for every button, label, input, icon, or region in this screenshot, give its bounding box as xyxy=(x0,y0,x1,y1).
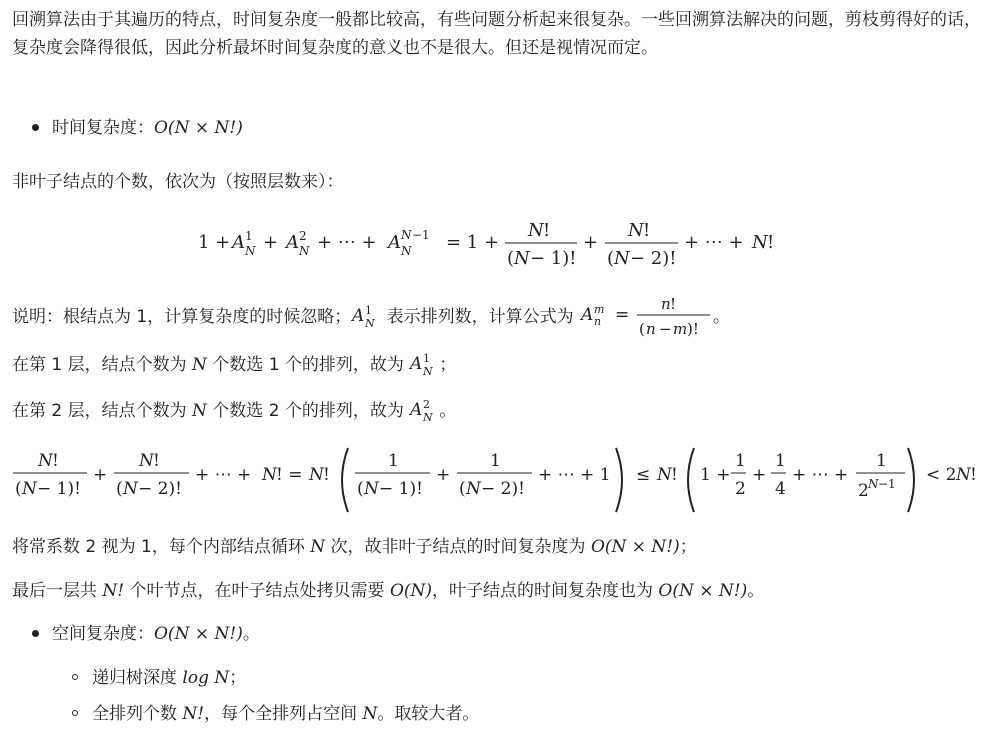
const-note-paragraph xyxy=(12,533,986,561)
leaf-note-math: O(N × N!) xyxy=(658,581,748,601)
sub-bullet-depth xyxy=(92,664,246,692)
svg-text:N: N xyxy=(628,220,644,241)
depth-prefix: 递归树深度 xyxy=(92,668,183,688)
leaf-note-prefix: 最后一层共 xyxy=(12,581,103,601)
svg-text:(: ( xyxy=(357,479,364,499)
svg-text:+ ⋯ +: + ⋯ + xyxy=(317,232,377,253)
svg-text:!: ! xyxy=(153,451,160,471)
svg-text:A: A xyxy=(581,305,594,325)
sub-bullet-permutations xyxy=(92,700,479,728)
svg-text:1: 1 xyxy=(876,451,887,471)
svg-text:1 +: 1 + xyxy=(700,465,731,485)
space-complexity-math: O(N × N!) xyxy=(154,624,243,644)
svg-text:A: A xyxy=(410,354,423,374)
svg-text:N: N xyxy=(401,228,412,242)
layer1-middle: 个数选 1 个的排列，故为 xyxy=(206,355,410,375)
svg-text:2: 2 xyxy=(735,479,746,499)
nonleaf-intro xyxy=(12,168,986,196)
svg-text:! =: ! = xyxy=(276,465,303,485)
svg-text:(: ( xyxy=(607,248,615,269)
note-prefix: 说明：根结点为 1，计算复杂度的时候忽略； xyxy=(12,307,352,327)
svg-text:− 1)!: − 1)! xyxy=(37,479,81,499)
layer1-A-symbol xyxy=(409,350,439,378)
note-paragraph xyxy=(12,292,986,340)
svg-text:= 1 +: = 1 + xyxy=(446,232,500,253)
svg-text:!: ! xyxy=(670,295,677,313)
svg-text:N: N xyxy=(123,479,138,499)
hollow-bullet-icon xyxy=(72,710,78,716)
layer2-prefix: 在第 2 层，结点个数为 xyxy=(12,401,193,421)
intro-paragraph xyxy=(12,6,986,62)
leaf-note-nfact: N! xyxy=(102,581,125,601)
svg-text:N: N xyxy=(38,451,53,471)
svg-text:+ ⋯ +: + ⋯ + xyxy=(195,465,252,485)
layer2-paragraph xyxy=(12,396,986,425)
svg-text:m: m xyxy=(673,320,688,338)
svg-text:N: N xyxy=(514,248,530,269)
svg-text:− 2)!: − 2)! xyxy=(630,248,677,269)
time-complexity-bullet xyxy=(52,114,243,142)
hollow-bullet-icon xyxy=(72,674,78,680)
svg-text:+: + xyxy=(263,232,279,253)
svg-text:!: ! xyxy=(52,451,59,471)
depth-suffix: ； xyxy=(229,668,247,688)
intro-text: 回溯算法由于其遍历的特点，时间复杂度一般都比较高，有些问题分析起来很复杂。一些回溯算法解决的问题，剪枝剪得好的话，复杂度会降得很低，因此分析最坏时间复杂度的意义也不是很大。但还是视情况而定。 xyxy=(12,10,981,58)
layer1-N: N xyxy=(192,355,207,375)
const-note-prefix: 将常系数 2 视为 1，每个内部结点循环 xyxy=(12,537,311,557)
svg-text:+: + xyxy=(583,232,599,253)
svg-text:− 1)!: − 1)! xyxy=(530,248,577,269)
leaf-note-middle2: ，叶子结点的时间复杂度也为 xyxy=(432,581,659,601)
svg-text:N: N xyxy=(364,479,379,499)
svg-text:N: N xyxy=(309,465,324,485)
svg-text:m: m xyxy=(594,303,605,316)
space-complexity-bullet xyxy=(52,620,260,648)
svg-text:N: N xyxy=(262,465,277,485)
svg-text:1: 1 xyxy=(245,229,253,243)
svg-text:+: + xyxy=(93,465,108,485)
perm-N: N xyxy=(362,704,378,724)
svg-text:2: 2 xyxy=(423,398,431,411)
svg-text:N: N xyxy=(139,451,154,471)
svg-text:N: N xyxy=(401,244,412,258)
bullet-dot-icon xyxy=(32,124,39,131)
svg-text:2: 2 xyxy=(299,229,307,243)
svg-text:N: N xyxy=(657,465,672,485)
svg-text:1 +: 1 + xyxy=(198,232,231,253)
svg-text:N: N xyxy=(299,244,310,258)
svg-text:+: + xyxy=(436,465,451,485)
svg-text:+ ⋯ + 1: + ⋯ + 1 xyxy=(538,465,611,485)
layer2-suffix: 。 xyxy=(439,401,457,421)
equation-bound xyxy=(0,440,998,520)
note-A-symbol xyxy=(351,302,381,330)
svg-text:4: 4 xyxy=(775,479,786,499)
svg-text:A: A xyxy=(232,232,245,253)
svg-text:N: N xyxy=(956,465,971,485)
svg-text:n: n xyxy=(661,295,671,313)
svg-text:A: A xyxy=(388,232,401,253)
svg-text:1: 1 xyxy=(490,451,501,471)
note-middle: 表示排列数，计算公式为 xyxy=(381,307,580,327)
svg-text:N: N xyxy=(423,411,433,424)
svg-text:(: ( xyxy=(459,479,466,499)
svg-text:!: ! xyxy=(671,465,678,485)
perm-middle: ，每个全排列占空间 xyxy=(204,704,363,724)
svg-text:1: 1 xyxy=(423,352,431,365)
svg-text:N: N xyxy=(614,248,630,269)
svg-text:+: + xyxy=(752,465,767,485)
svg-text:− 1)!: − 1)! xyxy=(379,479,423,499)
svg-text:− 2)!: − 2)! xyxy=(481,479,525,499)
time-complexity-label: 时间复杂度： xyxy=(52,118,154,138)
svg-text:N: N xyxy=(22,479,37,499)
svg-text:−: − xyxy=(659,320,672,338)
svg-text:+ ⋯ +: + ⋯ + xyxy=(792,465,849,485)
layer2-A-symbol xyxy=(409,396,439,424)
svg-text:N: N xyxy=(528,220,544,241)
layer2-N: N xyxy=(192,401,207,421)
svg-text:2: 2 xyxy=(858,481,869,501)
svg-text:=: = xyxy=(615,305,630,325)
depth-math: log N xyxy=(182,668,230,688)
equation-nonleaf-count xyxy=(0,210,998,272)
svg-text:N: N xyxy=(868,477,879,491)
svg-text:!: ! xyxy=(643,220,651,241)
space-complexity-suffix: 。 xyxy=(242,624,260,644)
perm-suffix: 。取较大者。 xyxy=(377,704,480,724)
svg-text:1: 1 xyxy=(735,451,746,471)
svg-text:(: ( xyxy=(507,248,515,269)
layer2-middle: 个数选 2 个的排列，故为 xyxy=(206,401,410,421)
svg-text:(: ( xyxy=(639,320,645,338)
svg-text:N: N xyxy=(752,232,768,253)
note-suffix: 。 xyxy=(713,307,731,327)
const-note-N: N xyxy=(310,537,326,557)
leaf-note-middle1: 个叶节点，在叶子结点处拷贝需要 xyxy=(124,581,390,601)
svg-text:< 2: < 2 xyxy=(926,465,957,485)
note-formula xyxy=(579,292,713,340)
svg-text:1: 1 xyxy=(388,451,399,471)
svg-text:N: N xyxy=(365,317,375,330)
svg-text:N: N xyxy=(423,365,433,378)
svg-text:−1: −1 xyxy=(412,228,430,242)
svg-text:≤: ≤ xyxy=(636,465,651,485)
svg-text:(: ( xyxy=(116,479,123,499)
svg-text:1: 1 xyxy=(775,451,786,471)
leaf-note-on: O(N) xyxy=(389,581,433,601)
perm-math: N! xyxy=(182,704,205,724)
svg-text:(: ( xyxy=(15,479,22,499)
leaf-note-paragraph xyxy=(12,577,986,605)
layer1-prefix: 在第 1 层，结点个数为 xyxy=(12,355,193,375)
perm-prefix: 全排列个数 xyxy=(92,704,183,724)
const-note-math: O(N × N!) xyxy=(590,537,680,557)
svg-text:− 2)!: − 2)! xyxy=(138,479,182,499)
bullet-dot-icon xyxy=(32,630,39,637)
svg-text:!: ! xyxy=(323,465,330,485)
svg-text:A: A xyxy=(352,306,365,326)
svg-text:)!: )! xyxy=(687,320,699,338)
svg-text:!: ! xyxy=(767,232,775,253)
layer1-paragraph xyxy=(12,350,986,379)
svg-text:A: A xyxy=(410,400,423,420)
const-note-middle: 次，故非叶子结点的时间复杂度为 xyxy=(325,537,591,557)
svg-text:N: N xyxy=(466,479,481,499)
svg-text:N: N xyxy=(245,244,256,258)
const-note-suffix: ； xyxy=(679,537,697,557)
leaf-note-suffix: 。 xyxy=(747,581,765,601)
svg-text:!: ! xyxy=(543,220,551,241)
svg-text:−1: −1 xyxy=(878,477,896,491)
layer1-suffix: ； xyxy=(439,355,457,375)
nonleaf-intro-text: 非叶子结点的个数，依次为（按照层数来）： xyxy=(12,172,344,192)
svg-text:A: A xyxy=(286,232,299,253)
time-complexity-math: O(N × N!) xyxy=(154,118,243,138)
svg-text:+ ⋯ +: + ⋯ + xyxy=(684,232,744,253)
svg-text:1: 1 xyxy=(365,304,373,317)
svg-text:!: ! xyxy=(970,465,977,485)
space-complexity-label: 空间复杂度： xyxy=(52,624,154,644)
svg-text:n: n xyxy=(594,315,602,328)
svg-text:n: n xyxy=(646,320,656,338)
